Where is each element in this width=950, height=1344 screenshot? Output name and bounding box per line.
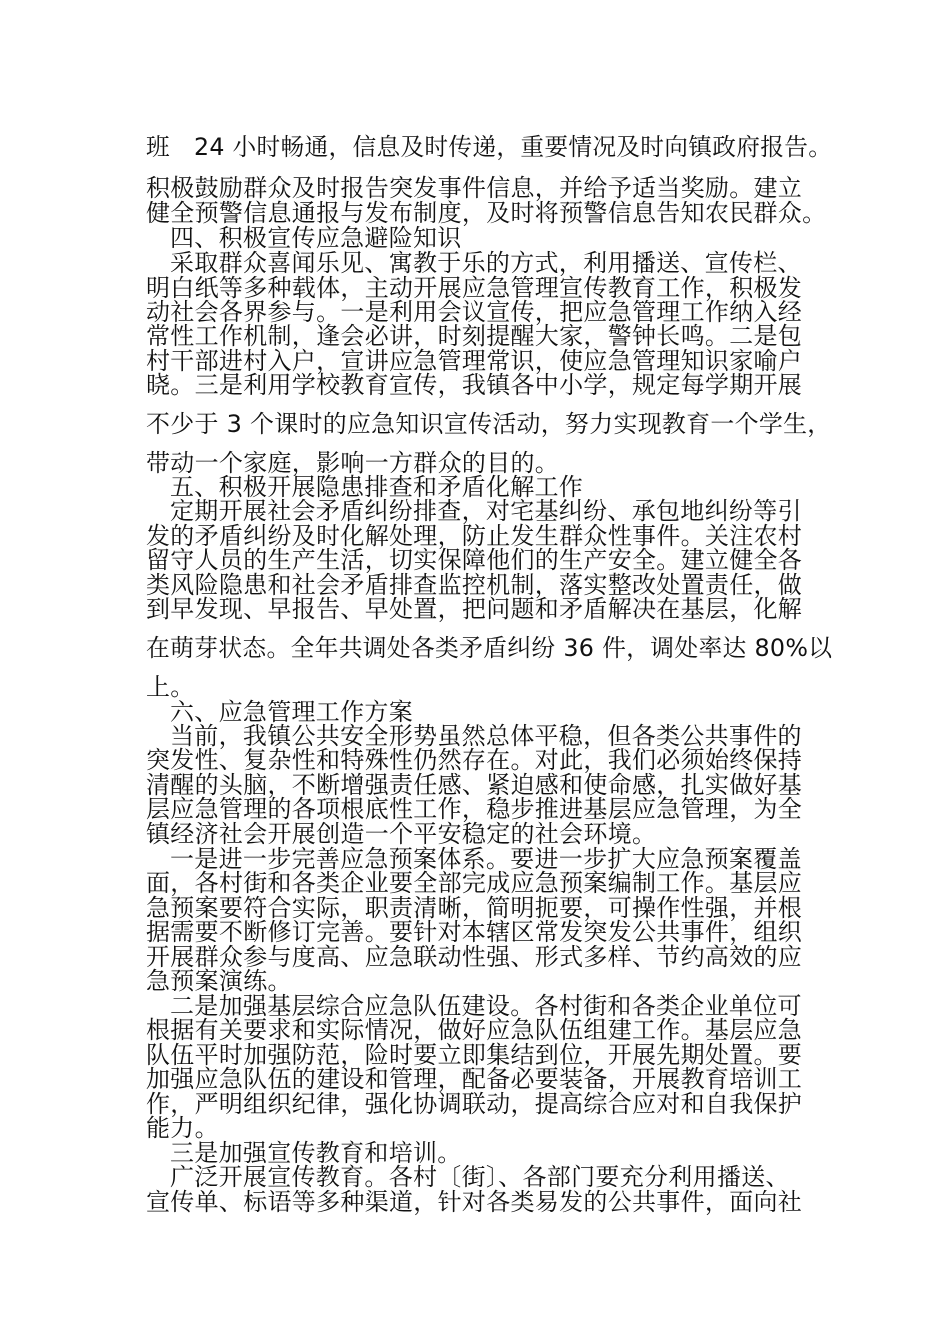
text-line: 急预案演练。 — [146, 967, 292, 995]
text-line: 能力。 — [146, 1114, 219, 1142]
text-line: 三是加强宣传教育和培训。 — [170, 1139, 462, 1167]
text-line: 带动一个家庭，影响一方群众的目的。 — [146, 449, 560, 477]
text-line: 在萌芽状态。全年共调处各类矛盾纠纷 36 件，调处率达 80%以 — [146, 634, 833, 662]
text-line: 层应急管理的各项根底性工作，稳步推进基层应急管理，为全 — [146, 795, 803, 823]
text-line: 作，严明组织纪律，强化协调联动，提高综合应对和自我保护 — [146, 1090, 803, 1118]
text-line: 定期开展社会矛盾纠纷排查，对宅基纠纷、承包地纠纷等引 — [170, 497, 802, 525]
text-line: 常性工作机制，逢会必讲，时刻提醒大家，警钟长鸣。二是包 — [146, 322, 803, 350]
section-heading: 六、应急管理工作方案 — [170, 698, 413, 726]
text-line: 上。 — [146, 673, 195, 701]
text-line: 健全预警信息通报与发布制度，及时将预警信息告知农民群众。 — [146, 199, 827, 227]
text-line: 广泛开展宣传教育。各村〔街〕、各部门要充分利用播送、 — [170, 1163, 790, 1191]
text-line: 宣传单、标语等多种渠道，针对各类易发的公共事件，面向社 — [146, 1188, 803, 1216]
text-line: 类风险隐患和社会矛盾排查监控机制，落实整改处置责任，做 — [146, 571, 803, 599]
section-heading: 四、积极宣传应急避险知识 — [170, 224, 462, 252]
text-line: 发的矛盾纠纷及时化解处理，防止发生群众性事件。关注农村 — [146, 522, 803, 550]
text-line: 镇经济社会开展创造一个平安稳定的社会环境。 — [146, 820, 657, 848]
text-line: 面，各村街和各类企业要全部完成应急预案编制工作。基层应 — [146, 869, 803, 897]
text-line: 不少于 3 个课时的应急知识宣传活动，努力实现教育一个学生， — [146, 410, 832, 438]
text-line: 急预案要符合实际，职责清晰，简明扼要，可操作性强，并根 — [146, 894, 803, 922]
text-line: 一是进一步完善应急预案体系。要进一步扩大应急预案覆盖 — [170, 845, 802, 873]
text-line: 队伍平时加强防范，险时要立即集结到位，开展先期处置。要 — [146, 1041, 803, 1069]
text-line: 明白纸等多种载体，主动开展应急管理宣传教育工作，积极发 — [146, 274, 803, 302]
text-line: 晓。三是利用学校教育宣传，我镇各中小学，规定每学期开展 — [146, 371, 803, 399]
section-heading: 五、积极开展隐患排查和矛盾化解工作 — [170, 473, 584, 501]
text-line: 采取群众喜闻乐见、寓教于乐的方式，利用播送、宣传栏、 — [170, 249, 802, 277]
text-line: 二是加强基层综合应急队伍建设。各村街和各类企业单位可 — [170, 992, 802, 1020]
text-line: 当前，我镇公共安全形势虽然总体平稳，但各类公共事件的 — [170, 722, 802, 750]
text-line: 积极鼓励群众及时报告突发事件信息，并给予适当奖励。建立 — [146, 174, 803, 202]
text-line: 清醒的头脑，不断增强责任感、紧迫感和使命感，扎实做好基 — [146, 771, 803, 799]
text-line: 突发性、复杂性和特殊性仍然存在。对此，我们必须始终保持 — [146, 746, 803, 774]
text-line: 到早发现、早报告、早处置，把问题和矛盾解决在基层，化解 — [146, 595, 803, 623]
text-line: 开展群众参与度高、应急联动性强、形式多样、节约高效的应 — [146, 943, 803, 971]
text-line: 动社会各界参与。一是利用会议宣传，把应急管理工作纳入经 — [146, 298, 803, 326]
text-line: 留守人员的生产生活，切实保障他们的生产安全。建立健全各 — [146, 546, 803, 574]
text-line: 村干部进村入户，宣讲应急管理常识，使应急管理知识家喻户 — [146, 347, 803, 375]
text-line: 班 24 小时畅通，信息及时传递，重要情况及时向镇政府报告。 — [146, 133, 833, 161]
text-line: 根据有关要求和实际情况，做好应急队伍组建工作。基层应急 — [146, 1016, 803, 1044]
text-line: 据需要不断修订完善。要针对本辖区常发突发公共事件，组织 — [146, 918, 803, 946]
text-line: 加强应急队伍的建设和管理，配备必要装备，开展教育培训工 — [146, 1065, 803, 1093]
